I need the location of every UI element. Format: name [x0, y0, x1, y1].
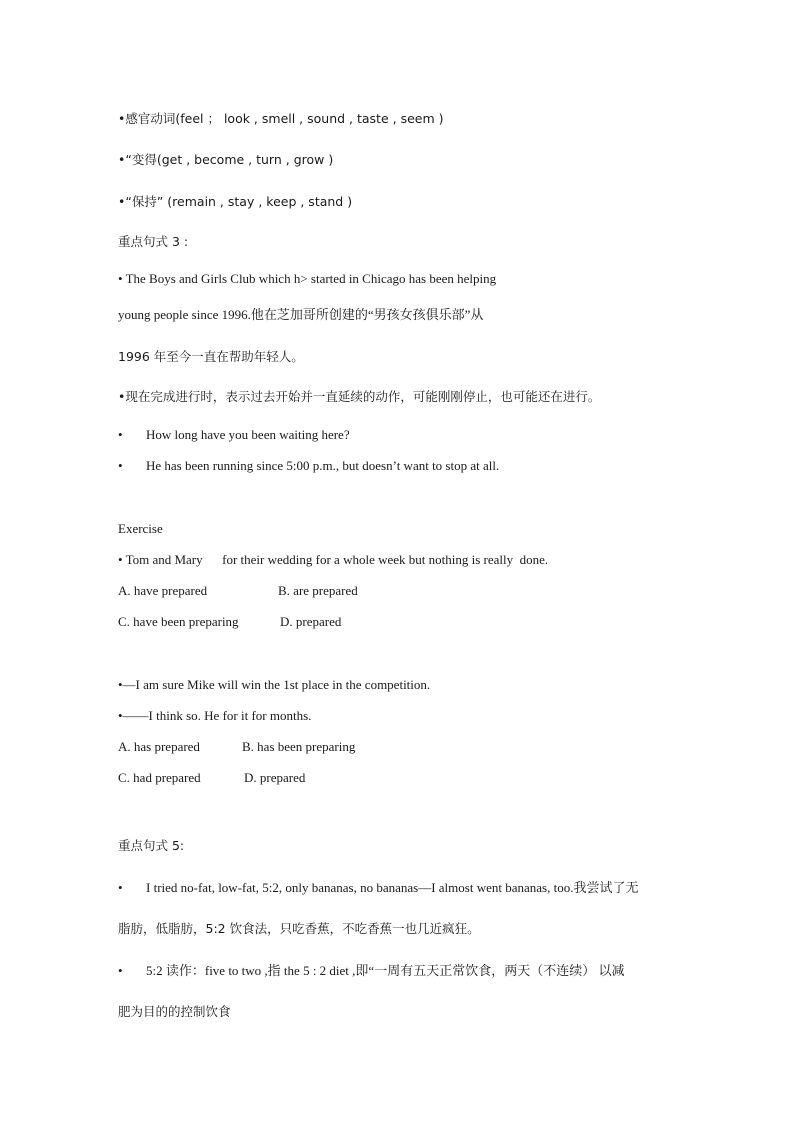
- section5-item1-line1: I tried no-fat, low-fat, 5:2, only bananas, no bananas—I almost went bananas, too.我尝试了无: [146, 880, 639, 895]
- option-a: A. have prepared: [118, 583, 208, 598]
- exercise-q2-options-row2: [118, 769, 305, 787]
- section5-item1-line2: 脂肪，低脂肪，5:2 饮食法，只吃香蕉，不吃香蕉一也几近疯狂。: [118, 921, 480, 936]
- bullet: •: [118, 963, 123, 978]
- option-b: B. are prepared: [278, 583, 358, 598]
- section5-item2: [118, 962, 624, 980]
- exercise-q2-stem-1: •—I am sure Mike will win the 1st place in the competition.: [118, 677, 431, 692]
- line-present-perfect-continuous: •现在完成进行时，表示过去开始并一直延续的动作，可能刚刚停止，也可能还在进行。: [118, 389, 601, 404]
- bullet: •: [118, 458, 123, 473]
- exercise-q2-stem-2: •——I think so. He for it for months.: [118, 708, 312, 723]
- line-become-verbs: •“变得(get , become , turn , grow ): [118, 152, 334, 167]
- line-sensory-verbs: •感官动词(feel ； look , smell , sound , taste , seem ): [118, 111, 444, 126]
- key-sentence-3-heading: 重点句式 3 :: [118, 234, 189, 249]
- section5-item1: [118, 879, 638, 897]
- section5-item2-line2: 肥为目的的控制饮食: [118, 1004, 231, 1019]
- exercise-heading: Exercise: [118, 521, 163, 536]
- line-boys-girls-club-translation: young people since 1996.他在芝加哥所创建的“男孩女孩俱乐部”从: [118, 307, 484, 322]
- example-text: He has been running since 5:00 p.m., but doesn’t want to stop at all.: [146, 458, 500, 473]
- section5-item2-line1: 5:2 读作：five to two ,指 the 5 : 2 diet ,即“一周有五天正常饮食，两天（不连续） 以减: [146, 963, 625, 978]
- exercise-q1-options-row2: [118, 613, 341, 631]
- example-item: [118, 426, 350, 444]
- option-d: D. prepared: [244, 770, 306, 785]
- bullet: •: [118, 880, 123, 895]
- bullet: •: [118, 427, 123, 442]
- key-sentence-5-heading: 重点句式 5:: [118, 838, 185, 853]
- exercise-q1-options-row1: [118, 582, 358, 600]
- option-a: A. has prepared: [118, 739, 200, 754]
- example-text: How long have you been waiting here?: [146, 427, 350, 442]
- option-c: C. have been preparing: [118, 614, 239, 629]
- option-c: C. had prepared: [118, 770, 201, 785]
- example-item: [118, 457, 499, 475]
- line-remain-verbs: •“保持” (remain , stay , keep , stand ): [118, 194, 353, 209]
- exercise-q1-stem: • Tom and Mary for their wedding for a whole week but nothing is really done.: [118, 552, 549, 567]
- line-translation-cont: 1996 年至今一直在帮助年轻人。: [118, 349, 304, 364]
- option-d: D. prepared: [280, 614, 342, 629]
- exercise-q2-options-row1: [118, 738, 355, 756]
- option-b: B. has been preparing: [242, 739, 356, 754]
- line-boys-girls-club: • The Boys and Girls Club which h> started in Chicago has been helping: [118, 271, 497, 286]
